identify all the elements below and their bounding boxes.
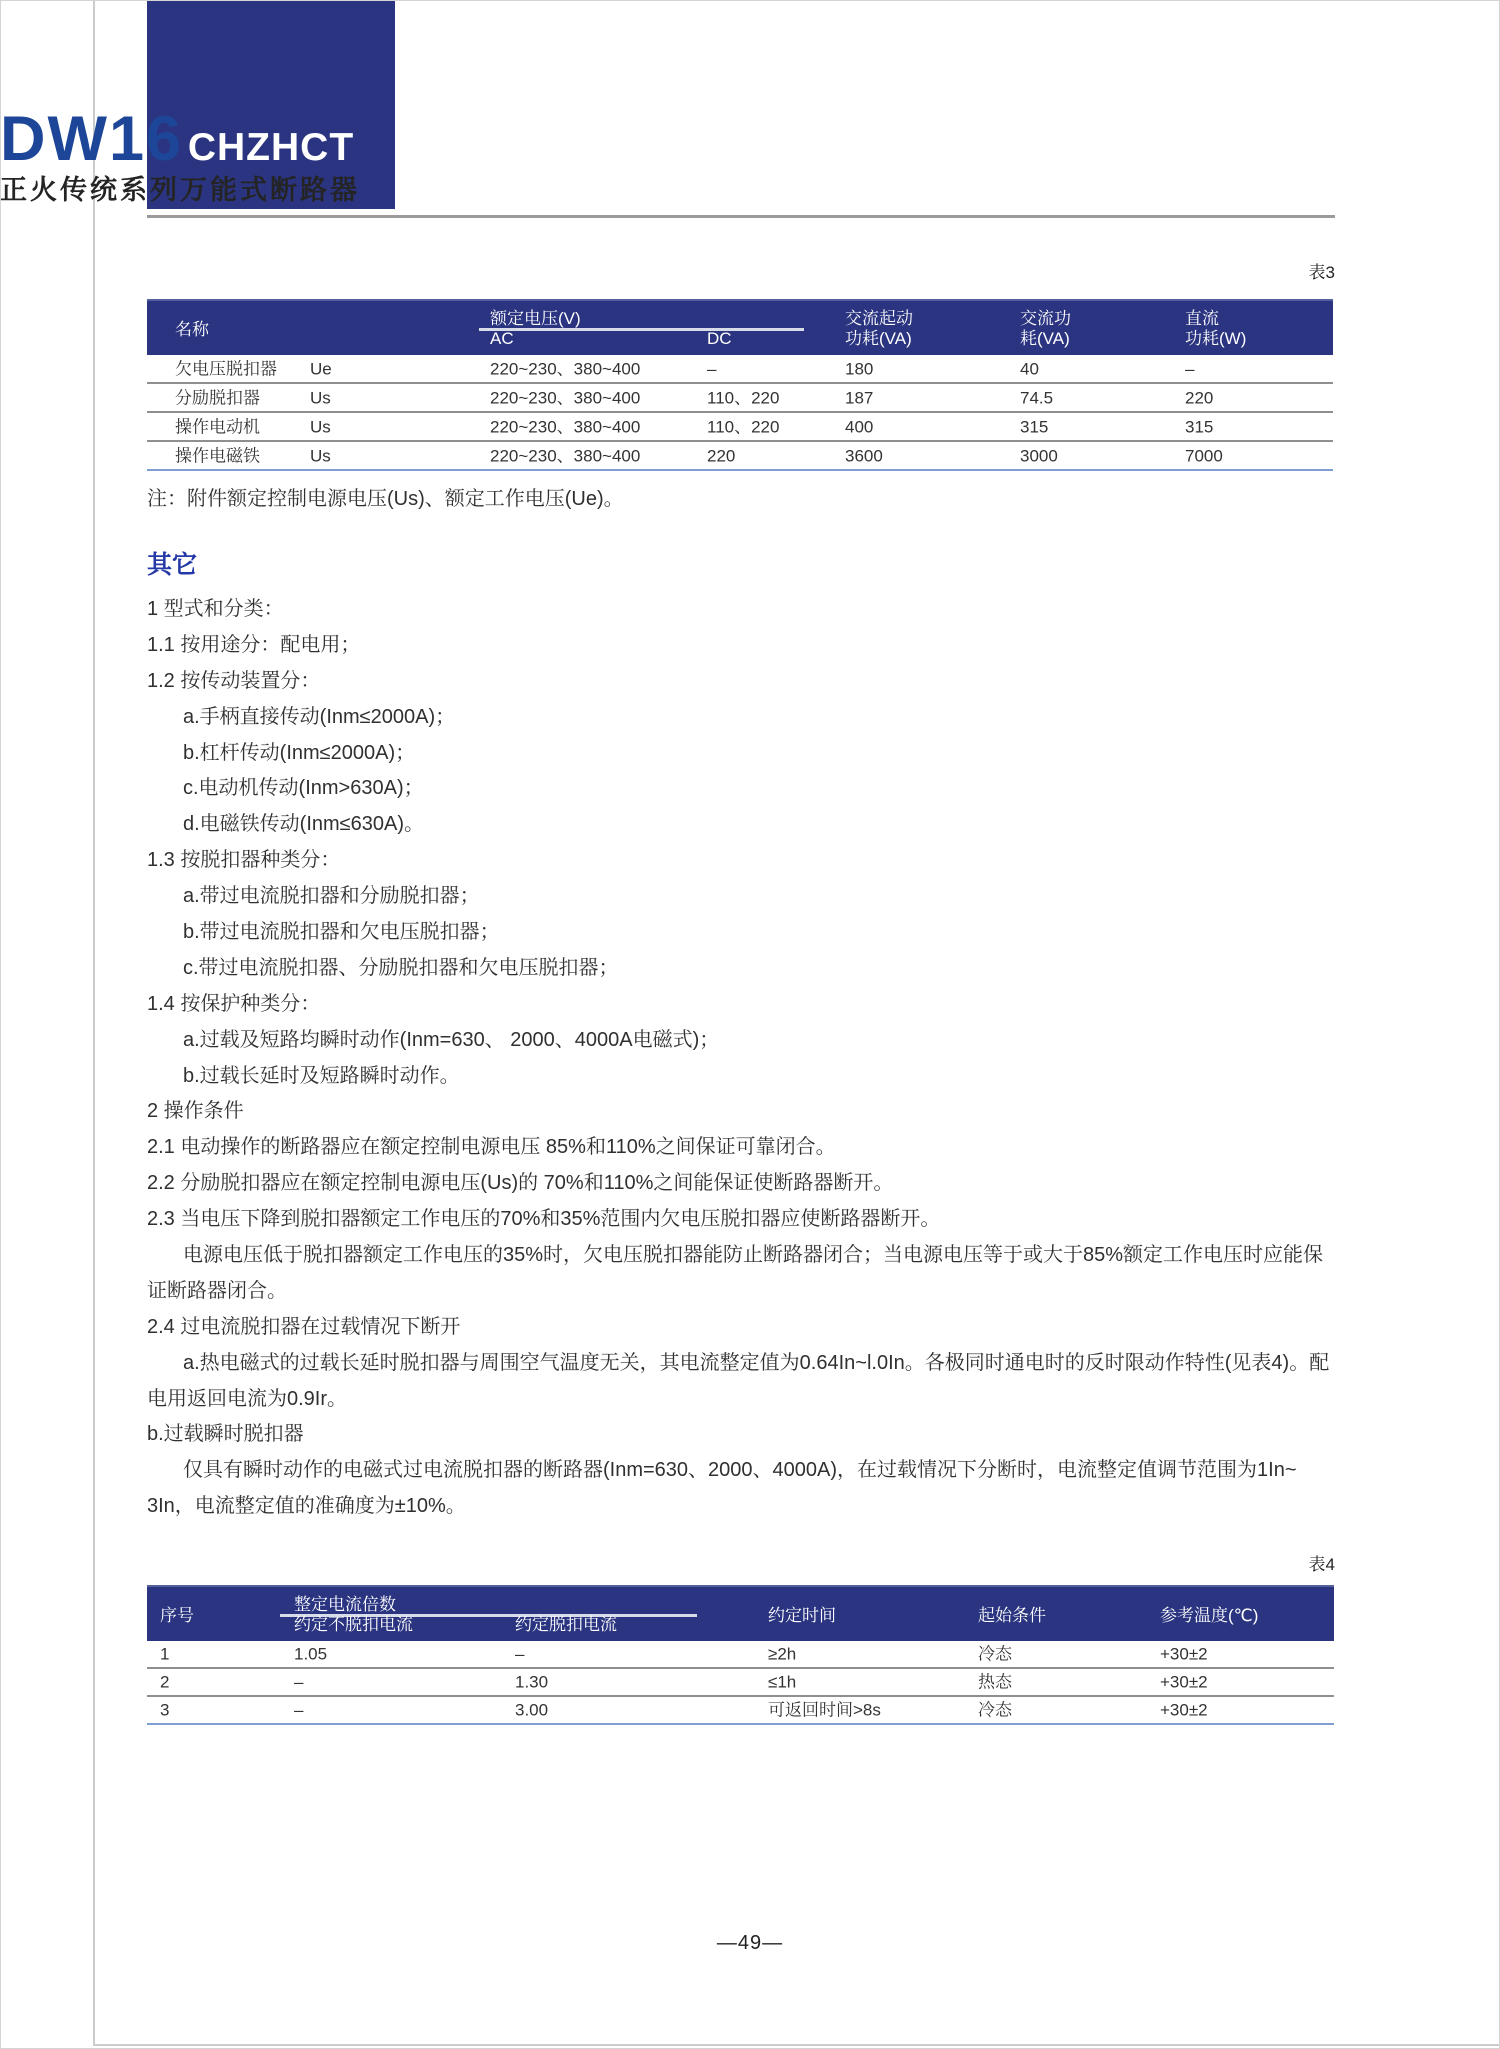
body-line: a.带过电流脱扣器和分励脱扣器； (183, 885, 480, 908)
page-edge-bottom (93, 2044, 1499, 2046)
table3-label: 表3 (1308, 263, 1335, 282)
table3-col-ac-start-2: 功耗(VA) (845, 329, 912, 348)
body-line: b.带过电流脱扣器和欠电压脱扣器； (183, 921, 500, 944)
body-line: 3In，电流整定值的准确度为±10%。 (147, 1495, 466, 1518)
cell-temp: +30±2 (1160, 1700, 1208, 1720)
table3-header (147, 299, 1333, 355)
cell-trip: – (515, 1644, 525, 1664)
body-line: 证断路器闭合。 (147, 1279, 287, 1302)
body-line: 1.2 按传动装置分： (147, 669, 321, 692)
body-line: 1 型式和分类： (147, 598, 284, 620)
table3-col-name: 名称 (175, 320, 209, 339)
cell-condition: 冷态 (978, 1700, 1012, 1720)
cell-no: 1 (160, 1644, 170, 1664)
cell-ac: 220~230、380~400 (490, 388, 641, 407)
cell-trip: 1.30 (515, 1672, 549, 1692)
cell-time: 可返回时间>8s (768, 1700, 881, 1720)
page-number: —49— (716, 1932, 784, 1954)
table4-label: 表4 (1308, 1555, 1335, 1574)
cell-code: Us (310, 446, 331, 465)
table3-col-dc-power-2: 功耗(W) (1185, 329, 1247, 348)
cell-ac-start: 3600 (845, 446, 883, 465)
body-line: b.过载瞬时脱扣器 (147, 1423, 304, 1446)
cell-no-trip: – (294, 1700, 304, 1720)
table3-note: 注：附件额定控制电源电压(Us)、额定工作电压(Ue)。 (147, 488, 624, 510)
body-line: 2.2 分励脱扣器应在额定控制电源电压(Us)的 70%和110%之间能保证使断路器断开。 (147, 1172, 894, 1195)
table4-col-no-trip: 约定不脱扣电流 (294, 1615, 413, 1634)
body-line: 仅具有瞬时动作的电磁式过电流脱扣器的断路器(Inm=630、2000、4000A)，在过载情况下分断时，电流整定值调节范围为1In~ (183, 1459, 1297, 1482)
cell-ac-power: 40 (1020, 359, 1039, 378)
body-line: c.带过电流脱扣器、分励脱扣器和欠电压脱扣器； (183, 956, 619, 979)
table3-row (147, 384, 1333, 413)
body-line: 电用返回电流为0.9Ir。 (147, 1387, 348, 1410)
cell-ac: 220~230、380~400 (490, 359, 641, 378)
cell-name: 操作电动机 (175, 417, 260, 436)
body-line: 2.4 过电流脱扣器在过载情况下断开 (147, 1315, 461, 1338)
cell-dc: 110、220 (707, 417, 780, 436)
table3-col-dc-power-1: 直流 (1185, 309, 1219, 328)
cell-code: Us (310, 417, 331, 436)
body-text (147, 592, 1363, 1525)
cell-ac-start: 180 (845, 359, 874, 378)
cell-ac-start: 400 (845, 417, 874, 436)
body-line: 1.3 按脱扣器种类分： (147, 849, 341, 872)
body-line: b.杠杆传动(Inm≤2000A)； (183, 741, 416, 764)
cell-ac: 220~230、380~400 (490, 446, 641, 465)
section-heading-other: 其它 (147, 551, 198, 579)
body-line: b.过载长延时及短路瞬时动作。 (183, 1064, 460, 1087)
cell-dc: 110、220 (707, 388, 780, 407)
body-line: 2 操作条件 (147, 1100, 244, 1123)
cell-code: Us (310, 388, 331, 407)
cell-ac-start: 187 (845, 388, 874, 407)
cell-temp: +30±2 (1160, 1672, 1208, 1692)
header-rule (147, 215, 1335, 218)
cell-name: 分励脱扣器 (175, 388, 260, 407)
table4-col-ref-temp: 参考温度(℃) (1160, 1606, 1259, 1625)
cell-code: Ue (310, 359, 332, 378)
cell-dc-power: 315 (1185, 417, 1214, 436)
cell-trip: 3.00 (515, 1700, 549, 1720)
table4-col-trip: 约定脱扣电流 (515, 1615, 617, 1634)
body-line: d.电磁铁传动(Inm≤630A)。 (183, 813, 425, 836)
body-line: a.热电磁式的过载长延时脱扣器与周围空气温度无关，其电流整定值为0.64In~l.0In。各极同时通电时的反时限动作特性(见表4)。配 (183, 1351, 1330, 1374)
cell-dc-power: 7000 (1185, 446, 1223, 465)
table3-col-ac-power-1: 交流功 (1020, 309, 1071, 328)
cell-ac-power: 315 (1020, 417, 1049, 436)
page-edge-left (93, 0, 95, 2045)
cell-no: 3 (160, 1700, 170, 1720)
body-line: a.手柄直接传动(Inm≤2000A)； (183, 705, 456, 728)
table3-row (147, 413, 1333, 442)
table4-row (147, 1641, 1334, 1669)
table4-col-start-condition: 起始条件 (978, 1606, 1046, 1625)
table4-row (147, 1669, 1334, 1697)
cell-dc-power: 220 (1185, 388, 1214, 407)
body-line: 1.4 按保护种类分： (147, 992, 321, 1015)
cell-time: ≤1h (768, 1672, 797, 1692)
body-line: 电源电压低于脱扣器额定工作电压的35%时，欠电压脱扣器能防止断路器闭合；当电源电压等于或大于85%额定工作电压时应能保 (183, 1244, 1324, 1267)
product-code-title: DW16 (0, 104, 184, 174)
table3-col-voltage: 额定电压(V) (490, 309, 581, 328)
cell-condition: 热态 (978, 1672, 1012, 1692)
cell-no: 2 (160, 1672, 170, 1692)
table4-row (147, 1697, 1334, 1725)
table4-col-multiple: 整定电流倍数 (294, 1595, 396, 1614)
table4 (147, 1585, 1334, 1725)
body-line: 2.1 电动操作的断路器应在额定控制电源电压 85%和110%之间保证可靠闭合。 (147, 1136, 836, 1159)
product-subtitle: 正火传统系列万能式断路器 (0, 175, 360, 205)
cell-dc: 220 (707, 446, 736, 465)
cell-no-trip: – (294, 1672, 304, 1692)
cell-ac: 220~230、380~400 (490, 417, 641, 436)
body-line: c.电动机传动(Inm>630A)； (183, 777, 424, 800)
table3-row (147, 355, 1333, 384)
table3-col-ac: AC (490, 329, 514, 348)
table3-row (147, 442, 1333, 471)
table3-col-ac-start-1: 交流起动 (845, 309, 913, 328)
table4-col-no: 序号 (160, 1606, 194, 1625)
cell-temp: +30±2 (1160, 1644, 1208, 1664)
cell-dc-power: – (1185, 359, 1195, 378)
logo-text: CHZHCT (187, 126, 355, 169)
table3-col-dc: DC (707, 329, 732, 348)
cell-time: ≥2h (768, 1644, 797, 1664)
cell-name: 操作电磁铁 (175, 446, 260, 465)
body-line: a.过载及短路均瞬时动作(Inm=630、 2000、4000A电磁式)； (183, 1028, 720, 1051)
cell-name: 欠电压脱扣器 (175, 359, 277, 378)
table4-header (147, 1585, 1334, 1641)
table3-col-ac-power-2: 耗(VA) (1020, 329, 1070, 348)
cell-ac-power: 3000 (1020, 446, 1058, 465)
table4-col-time: 约定时间 (768, 1606, 836, 1625)
cell-ac-power: 74.5 (1020, 388, 1054, 407)
cell-no-trip: 1.05 (294, 1644, 328, 1664)
body-line: 2.3 当电压下降到脱扣器额定工作电压的70%和35%范围内欠电压脱扣器应使断路器断开。 (147, 1208, 941, 1231)
body-line: 1.1 按用途分：配电用； (147, 633, 361, 656)
cell-dc: – (707, 359, 717, 378)
table3 (147, 299, 1333, 471)
cell-condition: 冷态 (978, 1644, 1012, 1664)
table3-voltage-subrule (479, 328, 804, 331)
